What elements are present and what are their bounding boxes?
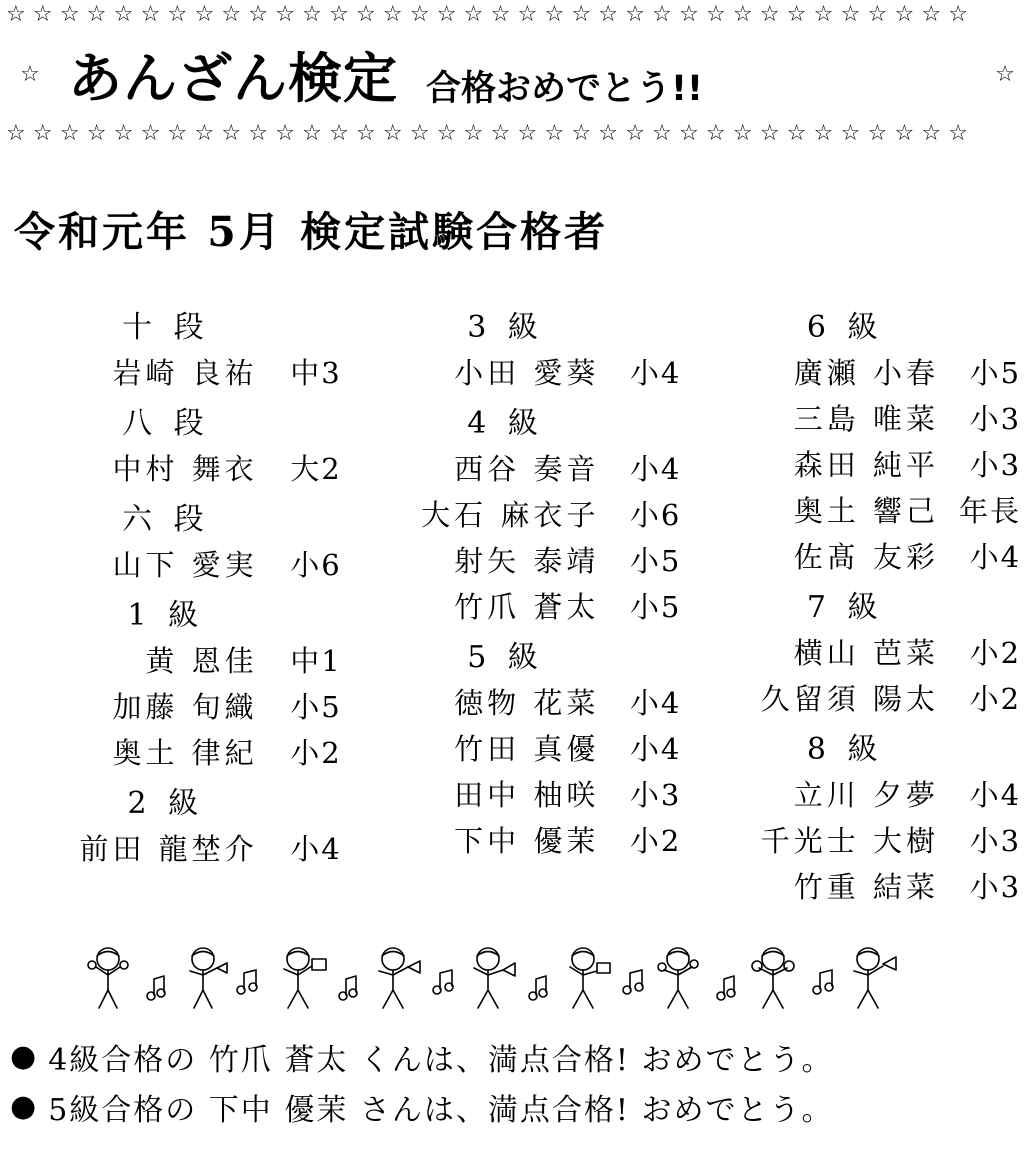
student-grade: 小6 <box>629 498 682 532</box>
banner-titles <box>50 36 985 113</box>
child-figure-4 <box>379 948 420 1008</box>
student-grade: 小4 <box>629 452 682 486</box>
bullet-icon: ● <box>10 1039 39 1074</box>
list-item <box>348 585 688 626</box>
results-columns <box>0 296 1035 911</box>
note-item <box>10 1085 1035 1129</box>
child-figure-3 <box>284 948 326 1008</box>
note-text: 5級合格の 下中 優茉 さんは、満点合格! おめでとう。 <box>48 1093 834 1128</box>
student-name: 大石 麻衣子 <box>421 498 600 532</box>
results-column-2 <box>348 296 688 911</box>
child-figure-7 <box>658 948 698 1008</box>
header-banner <box>6 0 1029 147</box>
student-grade: 小3 <box>969 448 1022 482</box>
student-name: 小田 愛葵 <box>454 356 600 390</box>
list-item <box>8 447 348 488</box>
student-grade: 小4 <box>969 778 1022 812</box>
star-row-top: ☆☆☆☆☆☆☆☆☆☆☆☆☆☆☆☆☆☆☆☆☆☆☆☆☆☆☆☆☆☆☆☆☆☆☆☆ <box>6 2 976 27</box>
music-note-5 <box>529 976 547 1000</box>
list-item <box>687 489 1027 530</box>
note-item <box>10 1035 1035 1079</box>
list-item <box>8 685 348 726</box>
note-text: 4級合格の 竹爪 蒼太 くんは、満点合格! おめでとう。 <box>48 1043 834 1078</box>
student-name: 下中 優茉 <box>454 824 600 858</box>
list-item <box>687 443 1027 484</box>
banner-subtitle: 合格おめでとう!! <box>426 69 703 109</box>
list-item <box>348 493 688 534</box>
student-name: 西谷 奏音 <box>454 452 600 486</box>
student-grade: 小4 <box>290 832 342 866</box>
music-note-4 <box>433 970 453 994</box>
student-grade: 小2 <box>969 682 1022 716</box>
list-item <box>8 827 348 868</box>
results-column-1 <box>8 296 348 911</box>
student-grade: 小3 <box>629 778 682 812</box>
grade-heading: 六 段 <box>122 502 210 537</box>
list-item <box>687 397 1027 438</box>
student-grade: 小4 <box>629 686 682 720</box>
student-grade: 小5 <box>290 690 342 724</box>
list-item <box>348 447 688 488</box>
student-name: 奥土 律紀 <box>112 736 258 770</box>
student-name: 竹重 結菜 <box>793 870 940 904</box>
student-grade: 小2 <box>629 824 682 858</box>
student-name: 立川 夕夢 <box>793 778 940 812</box>
student-name: 中村 舞衣 <box>112 452 258 486</box>
student-grade: 小4 <box>629 356 682 390</box>
student-name: 久留須 陽太 <box>760 682 940 716</box>
student-name: 前田 龍埜介 <box>79 832 258 866</box>
list-item <box>687 677 1027 718</box>
music-note-6 <box>623 970 643 994</box>
student-grade: 大2 <box>290 452 342 486</box>
student-grade: 小2 <box>969 636 1022 670</box>
notes-section <box>10 1035 1035 1129</box>
list-item <box>687 351 1027 392</box>
student-name: 森田 純平 <box>793 448 940 482</box>
student-grade: 小5 <box>629 544 682 578</box>
grade-heading: 5 級 <box>467 640 544 675</box>
list-item <box>8 639 348 680</box>
student-name: 加藤 旬織 <box>112 690 258 724</box>
list-item <box>348 819 688 860</box>
student-name: 山下 愛実 <box>112 548 258 582</box>
list-item <box>348 727 688 768</box>
page-title: 令和元年 5月 検定試験合格者 <box>14 208 609 256</box>
child-figure-2 <box>190 948 227 1008</box>
student-grade: 小4 <box>629 732 682 766</box>
student-grade: 小3 <box>969 824 1022 858</box>
student-name: 佐髙 友彩 <box>793 540 940 574</box>
music-note-8 <box>813 970 833 994</box>
student-grade: 小2 <box>290 736 342 770</box>
banner-title: あんざん検定 <box>68 47 398 110</box>
list-item <box>687 631 1027 672</box>
student-name: 奥土 響己 <box>793 494 940 528</box>
grade-heading: 2 級 <box>127 786 205 821</box>
grade-heading: 十 段 <box>122 310 210 345</box>
student-grade: 小5 <box>969 356 1022 390</box>
grade-heading: 4 級 <box>467 406 544 441</box>
student-name: 岩崎 良祐 <box>112 356 258 390</box>
music-note-3 <box>339 976 357 1000</box>
student-name: 三島 唯菜 <box>793 402 940 436</box>
list-item <box>348 681 688 722</box>
student-name: 徳物 花菜 <box>454 686 600 720</box>
student-name: 横山 芭菜 <box>793 636 940 670</box>
music-note-2 <box>237 970 257 994</box>
music-note-1 <box>147 976 165 1000</box>
child-figure-1 <box>88 948 128 1008</box>
grade-heading: 7 級 <box>806 590 884 625</box>
star-row-bottom: ☆☆☆☆☆☆☆☆☆☆☆☆☆☆☆☆☆☆☆☆☆☆☆☆☆☆☆☆☆☆☆☆☆☆☆☆ <box>6 121 976 146</box>
student-grade: 小3 <box>969 402 1022 436</box>
grade-heading: 8 級 <box>806 732 884 767</box>
student-grade: 中1 <box>290 644 342 678</box>
student-grade: 小3 <box>969 870 1022 904</box>
child-figure-9 <box>854 948 896 1008</box>
student-name: 竹田 真優 <box>454 732 600 766</box>
child-figure-6 <box>570 948 610 1008</box>
student-name: 射矢 泰靖 <box>454 544 600 578</box>
student-grade: 小6 <box>290 548 342 582</box>
student-name: 田中 柚咲 <box>454 778 600 812</box>
list-item <box>348 539 688 580</box>
student-grade: 年長 <box>959 494 1022 528</box>
grade-heading: 八 段 <box>122 406 210 441</box>
grade-heading: 6 級 <box>806 310 884 345</box>
grade-heading: 1 級 <box>127 598 205 633</box>
list-item <box>8 543 348 584</box>
star-icon-left: ☆ <box>20 62 40 87</box>
child-figure-5 <box>474 948 515 1008</box>
list-item <box>687 535 1027 576</box>
list-item <box>8 731 348 772</box>
music-note-7 <box>717 976 735 1000</box>
list-item <box>8 351 348 392</box>
list-item <box>687 819 1027 860</box>
list-item <box>348 773 688 814</box>
list-item <box>687 773 1027 814</box>
student-grade: 小4 <box>969 540 1022 574</box>
list-item <box>348 351 688 392</box>
student-name: 黄 恩佳 <box>145 644 258 678</box>
student-name: 千光士 大樹 <box>760 824 940 858</box>
bullet-icon: ● <box>10 1089 39 1124</box>
grade-heading: 3 級 <box>467 310 544 345</box>
results-column-3 <box>687 296 1027 911</box>
student-grade: 中3 <box>290 356 342 390</box>
student-name: 竹爪 蒼太 <box>454 590 600 624</box>
child-figure-8 <box>752 948 794 1008</box>
list-item <box>687 865 1027 906</box>
children-celebrating-illustration <box>0 937 1035 1025</box>
banner-body <box>6 28 1029 119</box>
student-name: 廣瀬 小春 <box>793 356 940 390</box>
student-grade: 小5 <box>629 590 682 624</box>
star-icon-right: ☆ <box>995 62 1015 87</box>
